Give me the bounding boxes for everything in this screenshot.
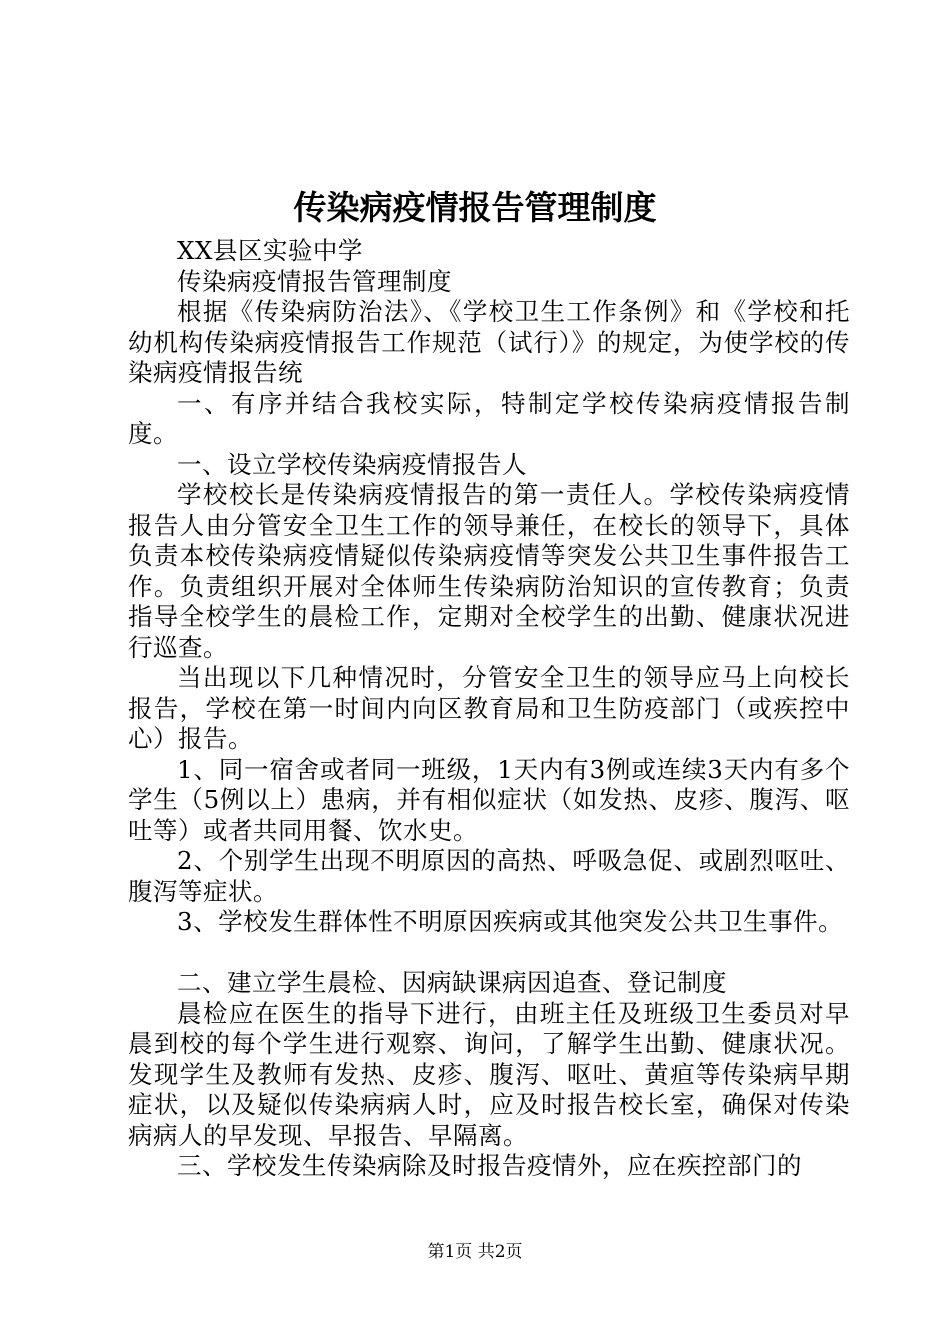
document-title: 传染病疫情报告管理制度 [293,188,657,227]
document-body [128,236,850,1182]
list-item-condition-2: 2、个别学生出现不明原因的高热、呼吸急促、或剧烈呕吐、腹泻等症状。 [128,846,850,906]
paragraph-intro: 根据《传染病防治法》、《学校卫生工作条例》和《学校和托幼机构传染病疫情报告工作规范（试行）》的规定，为使学校的传染病疫情报告统 [128,297,850,387]
paragraph-gap [128,938,850,969]
paragraph-school-name: XX县区实验中学 [177,236,363,265]
list-item-condition-1: 1、同一宿舍或者同一班级，1天内有3例或连续3天内有多个学生（5例以上）患病，并有相似症状（如发热、皮疹、腹泻、呕吐等）或者共同用餐、饮水史。 [128,754,850,845]
paragraph-report-conditions: 当出现以下几种情况时，分管安全卫生的领导应马上向校长报告，学校在第一时间内向区教育局和卫生防疫部门（或疾控中心）报告。 [128,663,850,753]
section-heading-reporter: 一、设立学校传染病疫情报告人 [177,449,527,479]
paragraph-subtitle: 传染病疫情报告管理制度 [177,266,452,296]
section-heading-disease-response: 三、学校发生传染病除及时报告疫情外，应在疾控部门的 [177,1151,802,1180]
page-footer: 第1页 共2页 [427,1242,523,1262]
section-heading-morning-check: 二、建立学生晨检、因病缺课病因追查、登记制度 [177,968,727,997]
list-item-condition-3: 3、学校发生群体性不明原因疾病或其他突发公共卫生事件。 [177,907,844,936]
paragraph-morning-check: 晨检应在医生的指导下进行，由班主任及班级卫生委员对早晨到校的每个学生进行观察、询问，了解学生出勤、健康状况。发现学生及教师有发热、皮疹、腹泻、呕吐、黄疸等传染病早期症状，以及疑似传染病病人时，应及时报告校长室，确保对传染病病人的早发现、早报告、早隔离。 [128,998,850,1150]
paragraph-reporter-duties: 学校校长是传染病疫情报告的第一责任人。学校传染病疫情报告人由分管安全卫生工作的领导兼任，在校长的领导下，具体负责本校传染病疫情疑似传染病疫情等突发公共卫生事件报告工作。负责组织开展对全体师生传染病防治知识的宣传教育；负责指导全校学生的晨检工作，定期对全校学生的出勤、健康状况进行巡查。 [128,480,850,662]
paragraph-intro-continued: 一、有序并结合我校实际，特制定学校传染病疫情报告制度。 [128,388,850,448]
